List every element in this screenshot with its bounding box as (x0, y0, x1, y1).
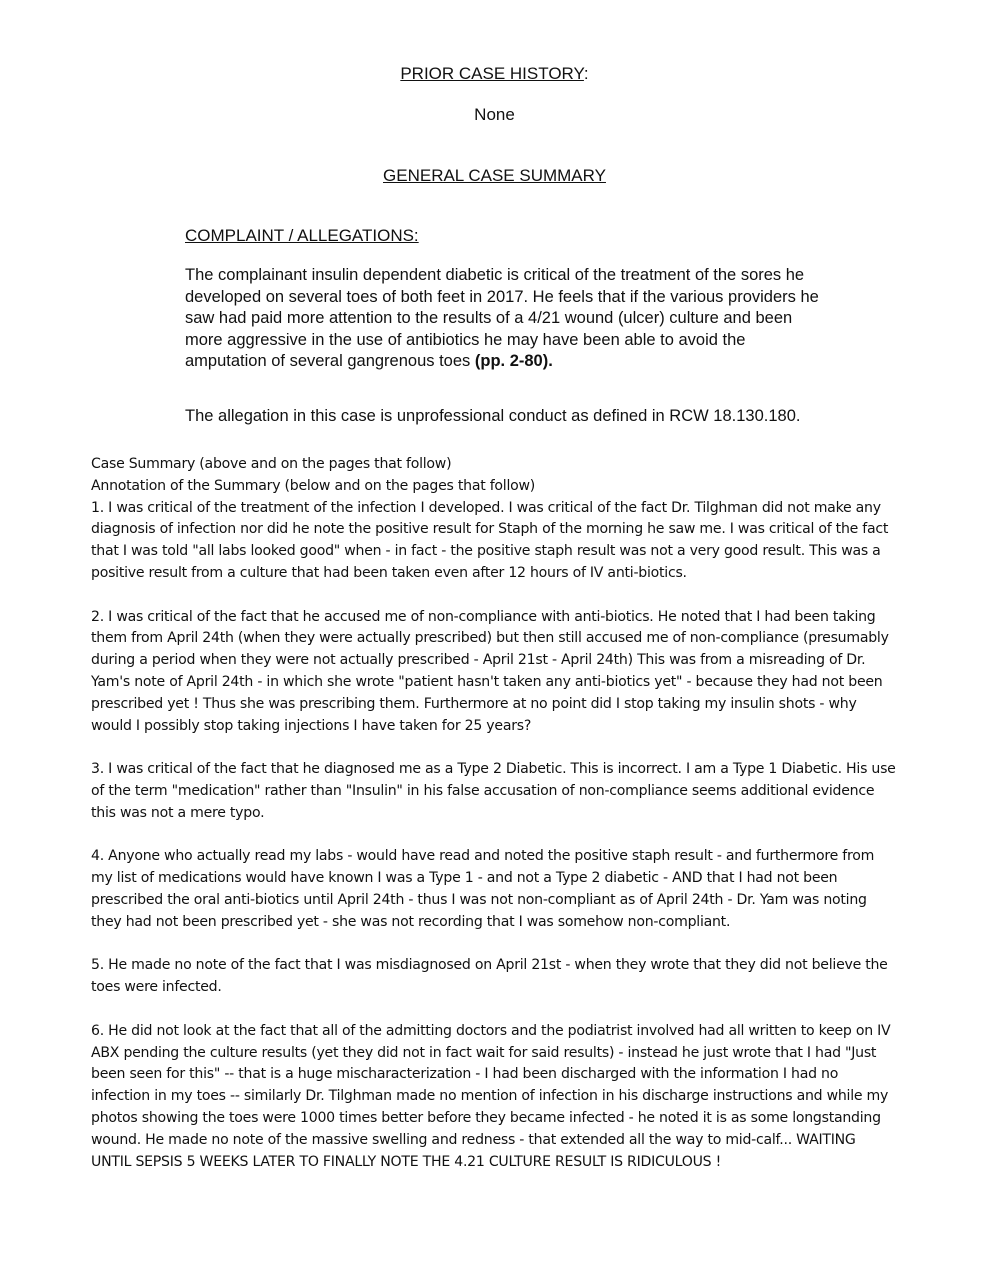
general-case-summary-heading: GENERAL CASE SUMMARY (383, 166, 606, 185)
case-summary-note: Case Summary (above and on the pages that follow) (91, 456, 452, 472)
prior-case-history-value: None (474, 105, 515, 124)
annotation-point-6: 6. He did not look at the fact that all of the admitting doctors and the podiatrist involved had all written to keep on IV ABX pending the culture results (yet they did not in fact wait for said results) - instead he just wrote that I had "Just been seen for this" -- that is a huge mischaracterization - I had been discharged with the information I had no infection in my toes -- similarly Dr. Tilghman made no mention of infection in his discharge instructions and while my photos showing the toes were 1000 times better before they became infected - he noted it is as some longstanding wound. He made no note of the massive swelling and redness - that extended all the way to mid-calf... WAITING UNTIL SEPSIS 5 WEEKS LATER TO FINALLY NOTE THE 4.21 CULTURE RESULT IS RIDICULOUS ! (91, 1022, 891, 1170)
allegation-paragraph: The allegation in this case is unprofessional conduct as defined in RCW 18.130.180. (185, 407, 801, 425)
complaint-paragraph: The complainant insulin dependent diabetic is critical of the treatment of the sores he developed on several toes of both feet in 2017. He feels that if the various providers he saw had paid more attention to the results of a 4/21 wound (ulcer) culture and been more aggressive in the use of antibiotics he may have been able to avoid the amputation of several gangrenous toes (pp. 2-80). (185, 266, 819, 370)
annotation-point-2: 2. I was critical of the fact that he accused me of non-compliance with anti-biotics. He noted that I had been taking them from April 24th (when they were actually prescribed) but then still accused me of non-compliance (presumably during a period when they were not actually prescribed - April 21st - April 24th) This was from a misreading of Dr. Yam's note of April 24th - in which she wrote "patient hasn't taken any anti-biotics yet" - because they had not been prescribed yet ! Thus she was prescribing them. Furthermore at no point did I stop taking my insulin shots - why would I possibly stop taking injections I have taken for 25 years? (91, 608, 889, 734)
annotation-note: Annotation of the Summary (below and on the pages that follow) (91, 477, 536, 494)
annotation-point-1: 1. I was critical of the treatment of the infection I developed. I was critical of the fact Dr. Tilghman did not make any diagnosis of infection nor did he note the positive result for Staph of the morning he saw me. I was critical of the fact that I was told "all labs looked good" when - in fact - the positive staph result was not a very good result. This was a positive result from a culture that had been taken even after 12 hours of IV anti-biotics. (91, 499, 889, 581)
page-reference: (pp. 2-80). (474, 352, 553, 370)
complaint-allegations-heading: COMPLAINT / ALLEGATIONS: (185, 226, 419, 245)
prior-case-history-heading: PRIOR CASE HISTORY: (400, 64, 589, 83)
annotation-point-3: 3. I was critical of the fact that he diagnosed me as a Type 2 Diabetic. This is incorrect. I am a Type 1 Diabetic. His use of the term "medication" rather than "Insulin" in his false accusation of non-compliance seems additional evidence this was not a mere typo. (91, 761, 896, 821)
annotation-point-5: 5. He made no note of the fact that I was misdiagnosed on April 21st - when they wrote that they did not believe the toes were infected. (91, 957, 888, 996)
annotation-section (91, 454, 899, 1195)
annotation-point-4: 4. Anyone who actually read my labs - would have read and noted the positive staph result - and furthermore from my list of medications would have known I was a Type 1 - and not a Type 2 diabetic - AND that I had not been prescribed the oral anti-biotics until April 24th - thus I was not non-compliant as of April 24th - Dr. Yam was noting they had not been prescribed yet - she was not recording that I was somehow non-compliant. (91, 848, 875, 930)
